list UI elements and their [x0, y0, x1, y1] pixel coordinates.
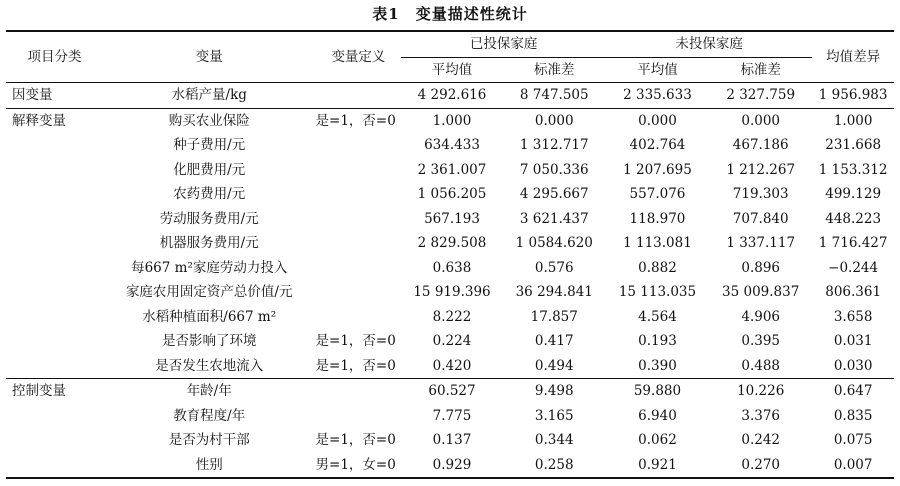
header-insured: 已投保家庭: [401, 31, 606, 57]
variable-definition: [316, 182, 402, 207]
uninsured-sd: 35 009.837: [722, 284, 800, 301]
insured-sd: 3.165: [534, 407, 574, 424]
insured-mean: 1 056.205: [417, 186, 487, 203]
uninsured-mean: 0.193: [638, 333, 677, 350]
variable-definition: [316, 231, 402, 256]
table-row: [6, 379, 894, 404]
variable-name: 水稻产量/kg: [171, 87, 247, 104]
insured-sd: 0.494: [534, 357, 574, 374]
uninsured-sd: 0.242: [741, 432, 781, 449]
uninsured-mean: 0.062: [638, 432, 677, 449]
variable-name: 家庭农用固定资产总价值/元: [125, 284, 293, 301]
mean-diff: 1 956.983: [818, 87, 888, 104]
table-row: [6, 280, 894, 305]
insured-sd: 1 312.717: [519, 137, 589, 154]
insured-mean: 7.775: [432, 407, 472, 424]
table-row: [6, 256, 894, 281]
mean-diff: 231.668: [825, 137, 882, 154]
variable-definition: [316, 158, 402, 183]
insured-mean: 8.222: [432, 308, 472, 325]
descriptive-statistics-table: [6, 30, 894, 479]
variable-name: 机器服务费用/元: [159, 235, 259, 252]
header-category: 项目分类: [6, 31, 103, 83]
variable-name: 是否发生农地流入: [155, 357, 264, 374]
table-row: [6, 108, 894, 133]
insured-mean: 1.000: [401, 108, 502, 133]
header-uninsured-sd: 标准差: [709, 57, 812, 83]
variable-definition: 是=1，否=0: [316, 108, 402, 133]
uninsured-mean: 118.970: [629, 210, 686, 227]
insured-sd: 17.857: [530, 308, 578, 325]
mean-diff: 0.030: [833, 357, 873, 374]
uninsured-sd: 0.896: [741, 259, 781, 276]
mean-diff: 1 153.312: [818, 161, 888, 178]
uninsured-mean: 15 113.035: [618, 284, 697, 301]
header-insured-sd: 标准差: [503, 57, 606, 83]
header-diff: 均值差异: [812, 31, 894, 83]
insured-sd: 1 0584.620: [515, 235, 593, 252]
table-row: [6, 329, 894, 354]
table-row: [6, 207, 894, 232]
insured-mean: 60.527: [401, 379, 502, 404]
uninsured-mean: 6.940: [638, 407, 677, 424]
variable-name: 性别: [103, 453, 316, 479]
insured-mean: 0.224: [432, 333, 472, 350]
mean-diff: 0.031: [833, 333, 873, 350]
uninsured-sd: 4.906: [741, 308, 781, 325]
insured-sd: 7 050.336: [519, 161, 589, 178]
insured-sd: 0.417: [534, 333, 574, 350]
insured-mean: 4 292.616: [417, 87, 487, 104]
header-uninsured-mean: 平均值: [606, 57, 709, 83]
uninsured-mean: 0.390: [638, 357, 677, 374]
table-row: [6, 133, 894, 158]
mean-diff: 499.129: [825, 186, 882, 203]
variable-name: 是否为村干部: [168, 432, 250, 449]
variable-definition: 男=1，女=0: [316, 453, 402, 479]
header-insured-mean: 平均值: [401, 57, 502, 83]
uninsured-mean: 0.000: [606, 108, 709, 133]
variable-definition: [316, 256, 402, 281]
table-row: [6, 83, 894, 109]
table-row: [6, 305, 894, 330]
mean-diff: 0.835: [833, 407, 873, 424]
mean-diff: 448.223: [825, 210, 882, 227]
mean-diff: 0.647: [812, 379, 894, 404]
uninsured-sd: 0.270: [709, 453, 812, 479]
variable-definition: [316, 305, 402, 330]
uninsured-sd: 2 327.759: [726, 87, 796, 104]
variable-name: 每667 m²家庭劳动力投入: [131, 259, 288, 276]
variable-definition: 是=1，否=0: [315, 333, 396, 350]
table-body: [6, 83, 894, 479]
table-row: [6, 231, 894, 256]
group-label-control: 控制变量: [6, 379, 103, 404]
variable-definition: 是=1，否=0: [315, 357, 396, 374]
insured-mean: 2 829.508: [417, 235, 487, 252]
insured-sd: 9.498: [503, 379, 606, 404]
table-row: [6, 354, 894, 379]
insured-mean: 567.193: [424, 210, 480, 227]
variable-definition: [316, 280, 402, 305]
variable-definition: [316, 133, 402, 158]
variable-definition: [316, 207, 402, 232]
variable-definition: [316, 83, 402, 109]
uninsured-mean: 0.882: [638, 259, 677, 276]
mean-diff: 1 716.427: [818, 235, 888, 252]
insured-sd: 0.258: [503, 453, 606, 479]
variable-name: 年龄/年: [103, 379, 316, 404]
uninsured-mean: 402.764: [629, 137, 686, 154]
variable-name: 教育程度/年: [173, 407, 246, 424]
uninsured-mean: 557.076: [629, 186, 686, 203]
insured-mean: 0.137: [432, 432, 472, 449]
insured-mean: 0.420: [432, 357, 472, 374]
mean-diff: 0.075: [833, 432, 873, 449]
uninsured-sd: 0.395: [741, 333, 781, 350]
variable-name: 化肥费用/元: [173, 161, 246, 178]
insured-sd: 3 621.437: [519, 210, 589, 227]
uninsured-sd: 707.840: [732, 210, 789, 227]
uninsured-sd: 1 337.117: [726, 235, 796, 252]
uninsured-mean: 59.880: [606, 379, 709, 404]
variable-name: 种子费用/元: [173, 137, 246, 154]
uninsured-sd: 1 212.267: [726, 161, 796, 178]
table-row: [6, 453, 894, 479]
mean-diff: 1.000: [812, 108, 894, 133]
variable-name: 是否影响了环境: [161, 333, 257, 350]
insured-sd: 0.000: [503, 108, 606, 133]
variable-name: 水稻种植面积/667 m²: [142, 308, 277, 325]
variable-name: 购买农业保险: [103, 108, 316, 133]
insured-mean: 0.929: [401, 453, 502, 479]
mean-diff: −0.244: [828, 259, 879, 276]
table-row: [6, 182, 894, 207]
insured-sd: 8 747.505: [519, 87, 589, 104]
table-row: [6, 404, 894, 429]
uninsured-mean: 1 207.695: [623, 161, 692, 178]
group-label-dependent: 因变量: [12, 87, 53, 104]
header-variable: 变量: [103, 31, 316, 83]
uninsured-sd: 0.000: [709, 108, 812, 133]
variable-name: 农药费用/元: [173, 186, 246, 203]
uninsured-sd: 467.186: [732, 137, 789, 154]
uninsured-sd: 719.303: [732, 186, 789, 203]
variable-name: 劳动服务费用/元: [159, 210, 259, 227]
mean-diff: 806.361: [825, 284, 882, 301]
variable-definition: [316, 404, 402, 429]
variable-definition: 是=1，否=0: [315, 432, 396, 449]
insured-sd: 0.344: [534, 432, 574, 449]
uninsured-mean: 2 335.633: [623, 87, 692, 104]
insured-mean: 0.638: [432, 259, 472, 276]
table-row: [6, 428, 894, 453]
uninsured-sd: 10.226: [709, 379, 812, 404]
group-label-explanatory: 解释变量: [6, 108, 103, 133]
insured-sd: 36 294.841: [515, 284, 593, 301]
uninsured-sd: 3.376: [741, 407, 781, 424]
header-uninsured: 未投保家庭: [606, 31, 812, 57]
insured-mean: 2 361.007: [417, 161, 487, 178]
insured-sd: 0.576: [534, 259, 574, 276]
table-row: [6, 158, 894, 183]
mean-diff: 0.007: [812, 453, 894, 479]
uninsured-sd: 0.488: [741, 357, 781, 374]
insured-mean: 634.433: [424, 137, 480, 154]
insured-sd: 4 295.667: [519, 186, 589, 203]
table-caption: 表1 变量描述性统计: [372, 5, 528, 23]
insured-mean: 15 919.396: [413, 284, 491, 301]
variable-definition: [316, 379, 402, 404]
header-definition: 变量定义: [316, 31, 402, 83]
uninsured-mean: 4.564: [638, 308, 677, 325]
mean-diff: 3.658: [833, 308, 873, 325]
uninsured-mean: 1 113.081: [623, 235, 692, 252]
uninsured-mean: 0.921: [606, 453, 709, 479]
